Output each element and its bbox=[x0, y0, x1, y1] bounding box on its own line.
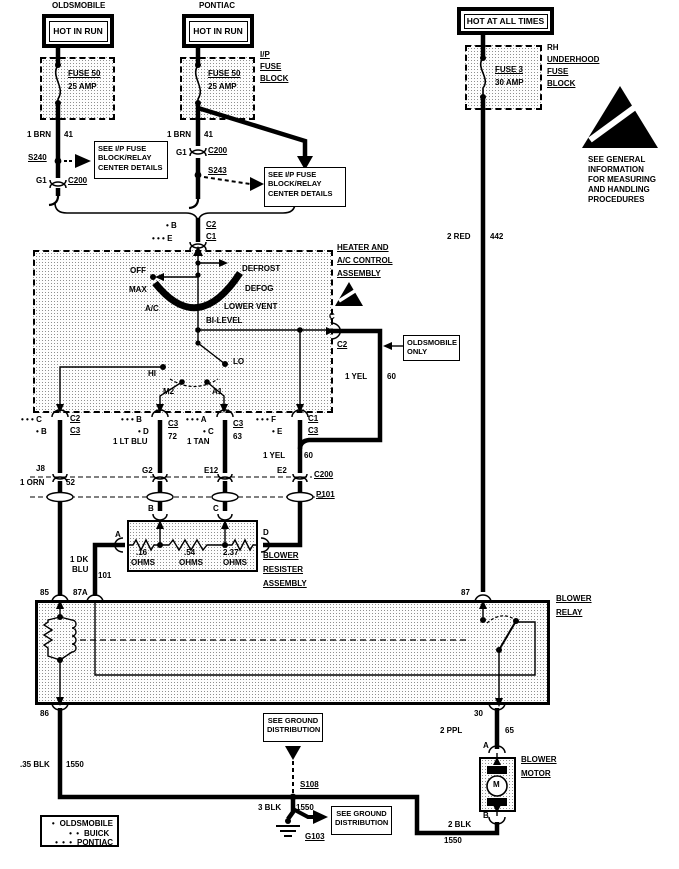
pos-lower-vent: LOWER VENT bbox=[224, 302, 278, 311]
entry-pin-bottom: • • • E bbox=[152, 234, 173, 243]
esd-icon-small bbox=[335, 282, 363, 306]
legend-dots-pontiac: • • • bbox=[55, 838, 73, 848]
dkblu-wire-line1: 1 DK bbox=[70, 555, 89, 564]
esd-note-line5: PROCEDURES bbox=[588, 195, 645, 204]
olds-pin-label: G1 bbox=[36, 176, 47, 185]
note-line: SEE I/P FUSE bbox=[98, 144, 147, 153]
blk2-circuit: 1550 bbox=[444, 836, 462, 845]
p4-mid: • E bbox=[272, 427, 283, 436]
olds-only-box bbox=[403, 335, 460, 361]
note-line: OLDSMOBILE bbox=[407, 338, 457, 347]
resistor-arrowheads bbox=[156, 520, 229, 529]
legend-dots-buick: • • bbox=[69, 828, 80, 838]
pos-off: OFF bbox=[130, 266, 146, 275]
olds-fuse-name: FUSE 50 bbox=[68, 69, 101, 78]
note-line: SEE GROUND bbox=[336, 809, 387, 818]
contact-lo: LO bbox=[233, 357, 245, 366]
note-line: BLOCK/RELAY bbox=[98, 153, 152, 163]
pos-max: MAX bbox=[129, 285, 147, 294]
contact-hi: HI bbox=[148, 369, 156, 378]
p2-wire: 1 LT BLU bbox=[113, 437, 148, 446]
note-line: SEE I/P FUSE bbox=[268, 170, 317, 179]
uh-block-line2: UNDERHOOD bbox=[547, 55, 600, 64]
red-wire-color: 2 RED bbox=[447, 232, 471, 241]
legend-row bbox=[44, 829, 113, 839]
pontiac-splice-label: S243 bbox=[208, 166, 227, 175]
yel-circuit-drop: 60 bbox=[304, 451, 313, 460]
p3-mid: • C bbox=[203, 427, 214, 436]
p101-grommet-label: P101 bbox=[316, 490, 335, 499]
power-feed-wires bbox=[58, 33, 483, 592]
note-line: ONLY bbox=[407, 347, 428, 357]
p1-conn-top: C2 bbox=[70, 414, 81, 423]
p4-top: • • • F bbox=[256, 415, 276, 424]
s108-splice-label: S108 bbox=[300, 780, 319, 789]
ground-note-box-2 bbox=[331, 806, 392, 835]
blk3-wire: 3 BLK bbox=[258, 803, 282, 812]
pontiac-hot-label: HOT IN RUN bbox=[189, 21, 248, 42]
ppl-circuit: 65 bbox=[505, 726, 514, 735]
blk2-wire: 2 BLK bbox=[448, 820, 472, 829]
pontiac-fuse-note-box bbox=[264, 167, 346, 207]
note-line: CENTER DETAILS bbox=[98, 162, 163, 172]
p3-top: • • • A bbox=[186, 415, 207, 424]
p2-conn: C3 bbox=[168, 419, 179, 428]
pontiac-connector-label: C200 bbox=[208, 146, 228, 155]
note-line: BLOCK/RELAY bbox=[268, 179, 322, 189]
p1-conn-bottom: C3 bbox=[70, 426, 81, 435]
olds-make-label: OLDSMOBILE bbox=[52, 1, 106, 10]
p4-conn-top: C1 bbox=[308, 414, 319, 423]
pos-bi-level: BI-LEVEL bbox=[206, 316, 243, 325]
motor-term-a: A bbox=[483, 741, 489, 750]
resistor-title-line2: RESISTER bbox=[263, 565, 304, 574]
ip-block-line1: I/P bbox=[260, 50, 270, 59]
res-ohms-3: OHMS bbox=[223, 558, 247, 567]
resistor-title-line3: ASSEMBLY bbox=[263, 579, 307, 588]
blk35-wire: .35 BLK bbox=[20, 760, 50, 769]
j8-pin: J8 bbox=[36, 464, 45, 473]
e2-pin: E2 bbox=[277, 466, 287, 475]
control-title-line2: A/C CONTROL bbox=[337, 256, 393, 265]
resistor-title-line1: BLOWER bbox=[263, 551, 299, 560]
p3-cavity: 63 bbox=[233, 432, 242, 441]
p3-conn: C3 bbox=[233, 419, 244, 428]
legend-name-buick: BUICK bbox=[84, 828, 110, 838]
uh-block-line3: FUSE bbox=[547, 67, 569, 76]
relay-t30: 30 bbox=[474, 709, 483, 718]
control-title-line3: ASSEMBLY bbox=[337, 269, 381, 278]
note-line: DISTRIBUTION bbox=[335, 818, 389, 828]
g103-ground-label: G103 bbox=[305, 832, 325, 841]
entry-conn-top: C2 bbox=[206, 220, 217, 229]
resistor-element bbox=[129, 528, 258, 550]
res-value-1: .16 bbox=[136, 548, 148, 557]
olds-only-arrowhead bbox=[383, 342, 392, 350]
olds-wire-circuit: 41 bbox=[64, 130, 73, 139]
olds-hot-label: HOT IN RUN bbox=[49, 21, 108, 42]
yel-wire-drop: 1 YEL bbox=[263, 451, 286, 460]
legend-name-olds: OLDSMOBILE bbox=[59, 819, 113, 828]
dkblu-wire-line2: BLU bbox=[72, 565, 89, 574]
ip-block-line3: BLOCK bbox=[260, 74, 289, 83]
orn-wire: 1 ORN bbox=[20, 478, 45, 487]
relay-arrowheads bbox=[56, 600, 503, 707]
res-value-2: .54 bbox=[184, 548, 196, 557]
relay-t87: 87 bbox=[461, 588, 470, 597]
note-line: SEE GROUND bbox=[267, 716, 319, 725]
relay-internals bbox=[44, 602, 535, 698]
orn-circuit: 52 bbox=[66, 478, 75, 487]
motor-term-b: B bbox=[483, 811, 489, 820]
pontiac-wire-color: 1 BRN bbox=[167, 130, 192, 139]
pos-defrost: DEFROST bbox=[242, 264, 281, 273]
control-right-pin: C bbox=[329, 312, 335, 321]
p1-bottom: • B bbox=[36, 427, 47, 436]
feed-brace bbox=[55, 203, 295, 221]
pontiac-pin-label: G1 bbox=[176, 148, 187, 157]
g2-pin: G2 bbox=[142, 466, 153, 475]
pontiac-wire-circuit: 41 bbox=[204, 130, 213, 139]
motor-title-line2: MOTOR bbox=[521, 769, 551, 778]
res-term-d: D bbox=[263, 528, 269, 537]
res-value-3: 2.37 bbox=[223, 548, 239, 557]
blk3-circuit: 1550 bbox=[296, 803, 314, 812]
esd-note-line2: INFORMATION bbox=[588, 165, 644, 174]
relay-title-line1: BLOWER bbox=[556, 594, 592, 603]
p1-top: • • • C bbox=[21, 415, 42, 424]
motor-m-label: M bbox=[493, 780, 500, 789]
make-legend-box bbox=[40, 815, 119, 847]
res-term-a: A bbox=[115, 530, 121, 539]
esd-note-line1: SEE GENERAL bbox=[588, 155, 646, 164]
olds-fuse-note-box bbox=[94, 141, 168, 179]
battery-hot-label: HOT AT ALL TIMES bbox=[464, 14, 548, 29]
esd-note-line3: FOR MEASURING bbox=[588, 175, 656, 184]
wire-end-hooks bbox=[49, 194, 198, 208]
yel-wire-loop: 1 YEL bbox=[345, 372, 368, 381]
p3-wire: 1 TAN bbox=[187, 437, 210, 446]
entry-conn-bottom: C1 bbox=[206, 232, 217, 241]
uh-block-line4: BLOCK bbox=[547, 79, 576, 88]
p2-top: • • • B bbox=[121, 415, 142, 424]
p4-conn-bottom: C3 bbox=[308, 426, 319, 435]
res-term-b: B bbox=[148, 504, 154, 513]
pontiac-fuse-amps: 25 AMP bbox=[208, 82, 237, 91]
dkblu-circuit: 101 bbox=[98, 571, 112, 580]
pontiac-fuse-name: FUSE 50 bbox=[208, 69, 241, 78]
ground-distribution-symbols bbox=[276, 746, 328, 836]
contact-m2: M2 bbox=[163, 387, 175, 396]
esd-icon bbox=[582, 86, 658, 148]
olds-splice-label: S240 bbox=[28, 153, 47, 162]
res-term-c: C bbox=[213, 504, 219, 513]
control-title-line1: HEATER AND bbox=[337, 243, 389, 252]
p2-mid: • D bbox=[138, 427, 149, 436]
legend-name-pontiac: PONTIAC bbox=[77, 838, 113, 848]
olds-connector-label: C200 bbox=[68, 176, 88, 185]
ip-block-line2: FUSE bbox=[260, 62, 282, 71]
pos-defog: DEFOG bbox=[245, 284, 274, 293]
entry-pin-top: • B bbox=[166, 221, 177, 230]
olds-fuse-amps: 25 AMP bbox=[68, 82, 97, 91]
olds-wire-color: 1 BRN bbox=[27, 130, 52, 139]
p2-cavity: 72 bbox=[168, 432, 177, 441]
motor-title-line1: BLOWER bbox=[521, 755, 557, 764]
main-fuse-amps: 30 AMP bbox=[495, 78, 524, 87]
esd-note-line4: AND HANDLING bbox=[588, 185, 650, 194]
pos-ac: A/C bbox=[145, 304, 159, 313]
res-ohms-2: OHMS bbox=[179, 558, 203, 567]
uh-block-line1: RH bbox=[547, 43, 559, 52]
legend-dots-olds: • bbox=[51, 819, 56, 828]
note-line: CENTER DETAILS bbox=[268, 188, 333, 198]
legend-row bbox=[44, 838, 113, 848]
ppl-wire: 2 PPL bbox=[440, 726, 463, 735]
main-fuse-name: FUSE 3 bbox=[495, 65, 524, 74]
relay-title-line2: RELAY bbox=[556, 608, 583, 617]
relay-t87a: 87A bbox=[73, 588, 88, 597]
control-switch-internals bbox=[60, 252, 326, 404]
blk35-circuit: 1550 bbox=[66, 760, 84, 769]
res-ohms-1: OHMS bbox=[131, 558, 155, 567]
ground-note-box-1 bbox=[263, 713, 323, 742]
pontiac-make-label: PONTIAC bbox=[199, 1, 235, 10]
note-line: DISTRIBUTION bbox=[267, 725, 321, 735]
c200-connector-label: C200 bbox=[314, 470, 334, 479]
legend-row bbox=[44, 819, 113, 829]
relay-t85: 85 bbox=[40, 588, 49, 597]
control-right-conn: C2 bbox=[337, 340, 348, 349]
yel-circuit-loop: 60 bbox=[387, 372, 396, 381]
e12-pin: E12 bbox=[204, 466, 219, 475]
contact-a1: A1 bbox=[212, 387, 223, 396]
red-wire-circuit: 442 bbox=[490, 232, 504, 241]
relay-t86: 86 bbox=[40, 709, 49, 718]
